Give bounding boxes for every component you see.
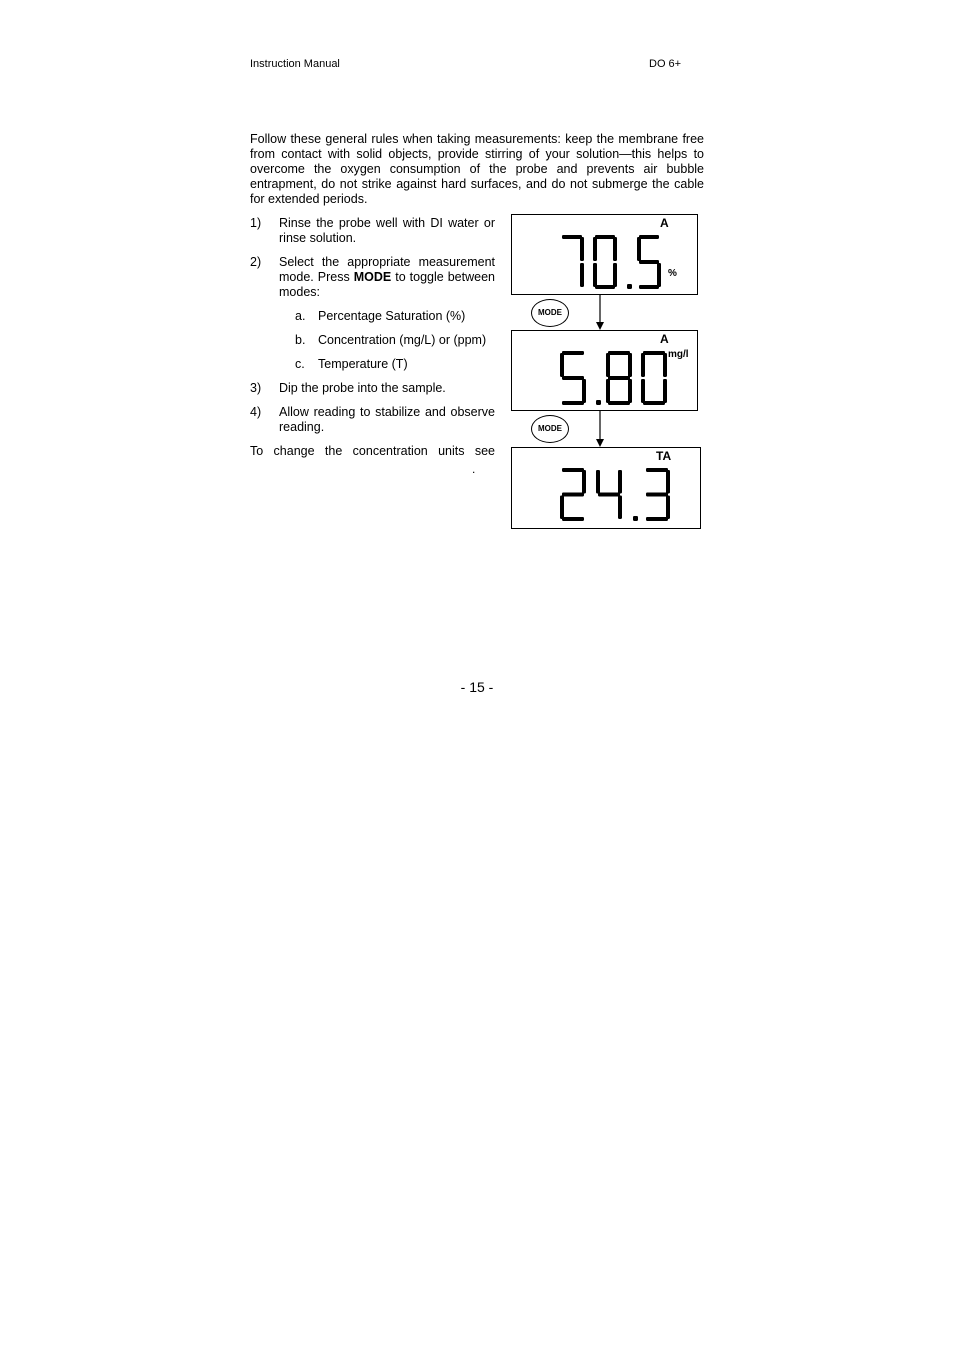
lcd-segment [562,468,584,472]
lcd-segment [562,493,584,497]
lcd-segment [562,517,584,521]
lcd-segment [627,284,632,289]
down-arrow-icon [590,295,610,331]
change-units-period: . [472,462,476,476]
option-letter: a. [295,309,306,323]
lcd-display-temperature [511,447,701,529]
lcd-indicator: A [660,332,669,346]
lcd-segment [608,376,630,380]
lcd-segment [580,237,584,261]
step-text: Select the appropriate measurement mode. Press [279,255,495,284]
lcd-segment [596,470,600,494]
header-manual-title: Instruction Manual [250,58,340,70]
lcd-segment [593,263,597,287]
lcd-segment [606,353,610,377]
lcd-digits [512,215,699,296]
lcd-indicator: A [660,216,669,230]
lcd-segment [639,285,659,289]
lcd-segment [657,263,661,287]
lcd-digits [512,448,702,530]
mode-button[interactable]: MODE [531,299,569,327]
lcd-segment [608,351,630,355]
step-number: 3) [250,381,262,395]
step-1 [250,216,495,246]
lcd-segment [618,496,622,520]
lcd-segment [560,496,564,520]
step-number: 1) [250,216,262,230]
lcd-segment [641,379,645,403]
step-text: Dip the probe into the sample. [279,381,446,395]
lcd-segment [593,237,597,261]
lcd-segment [598,493,620,497]
lcd-display-concentration [511,330,698,411]
lcd-segment [562,351,584,355]
lcd-segment [606,379,610,403]
lcd-segment [666,496,670,520]
step-number: 4) [250,405,262,419]
lcd-segment [663,353,667,377]
down-arrow-icon [590,411,610,448]
lcd-segment [618,470,622,494]
procedure-steps [250,216,495,459]
step-text-end: to toggle between modes: [279,270,495,299]
lcd-segment [582,470,586,494]
change-units-note: To change the concentration units see [250,444,495,458]
lcd-segment [562,401,584,405]
mode-button[interactable]: MODE [531,415,569,443]
lcd-indicator: TA [656,449,672,463]
lcd-segment [646,517,668,521]
lcd-segment [639,235,659,239]
lcd-segment [666,470,670,494]
lcd-segment [628,353,632,377]
option-text: Concentration (mg/L) or (ppm) [318,333,487,347]
lcd-segment [663,379,667,403]
lcd-segment [608,401,630,405]
lcd-segment [637,237,641,261]
lcd-segment [646,493,668,497]
step-text: Allow reading to stabilize and observe reading. [279,405,495,434]
lcd-segment [641,353,645,377]
intro-paragraph: Follow these general rules when taking measurements: keep the membrane free from contact with solid objects, provide stirring of your solution—this helps to overcome the oxygen consumption of the probe and prevents air bubble entrapment, do not strike against hard surfaces, and do not submerge the cable for extended periods. [250,132,704,206]
step-text: Rinse the probe well with DI water or rinse solution. [279,216,495,245]
lcd-segment [596,400,601,405]
step-2 [250,255,495,300]
mode-option-a [250,309,495,324]
option-letter: c. [295,357,305,371]
lcd-display-saturation [511,214,698,295]
lcd-segment [560,353,564,377]
page-number: - 15 - [460,679,494,695]
lcd-segment [628,379,632,403]
lcd-unit: mg/l [668,349,689,360]
lcd-segment [582,379,586,403]
lcd-segment [643,351,665,355]
option-text: Temperature (T) [318,357,408,371]
lcd-segment [633,516,638,521]
lcd-segment [613,263,617,287]
step-number: 2) [250,255,262,269]
mode-option-c [250,357,495,372]
step-4 [250,405,495,435]
option-letter: b. [295,333,306,347]
mode-keyword: MODE [353,270,392,284]
step-3 [250,381,495,396]
header-model-name: DO 6+ [649,58,682,70]
option-text: Percentage Saturation (%) [318,309,466,323]
lcd-segment [595,235,615,239]
mode-option-b [250,333,495,348]
lcd-segment [562,376,584,380]
lcd-segment [639,260,659,264]
lcd-segment [562,235,582,239]
lcd-digits [512,331,699,412]
lcd-segment [613,237,617,261]
lcd-unit: % [668,268,677,279]
lcd-segment [595,285,615,289]
lcd-segment [643,401,665,405]
lcd-segment [580,263,584,287]
lcd-segment [646,468,668,472]
